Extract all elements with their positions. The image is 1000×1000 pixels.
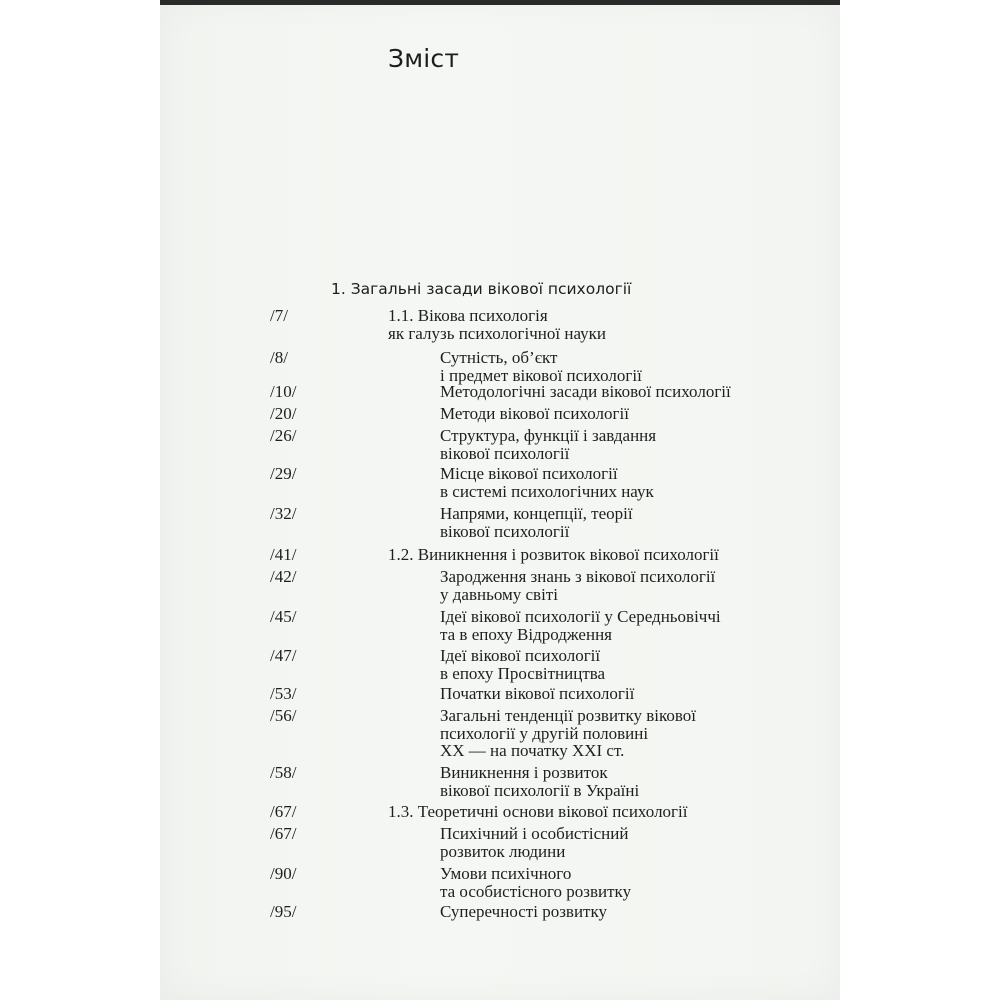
toc-entry-title-line: Суперечності розвитку xyxy=(440,902,607,921)
toc-page-number: /32/ xyxy=(270,504,297,523)
toc-entry-title-line: Ідеї вікової психології xyxy=(440,646,601,665)
toc-entry-title-line: Умови психічного xyxy=(440,864,572,883)
toc-page-number: /41/ xyxy=(270,545,297,564)
toc-entry-title-line: Місце вікової психології xyxy=(440,464,618,483)
toc-page-number: /29/ xyxy=(270,464,297,483)
toc-entry-title-line: Психічний і особистісний xyxy=(440,824,629,843)
toc-entry-title-line: психології у другій половині xyxy=(440,723,649,743)
toc-entry-title-line: Виникнення і розвиток xyxy=(440,763,608,782)
toc-entry-title-line: Ідеї вікової психології у Середньовіччі xyxy=(440,607,721,626)
toc-page-number: /8/ xyxy=(270,348,288,367)
toc-page-number: /10/ xyxy=(270,382,297,401)
toc-entry-title-line: вікової психології в Україні xyxy=(440,780,640,800)
toc-entry-title-line: і предмет вікової психології xyxy=(440,365,642,385)
toc-page-number: /42/ xyxy=(270,567,297,586)
toc-entry-title-line: вікової психології xyxy=(440,521,570,541)
contents-heading: Зміст xyxy=(388,44,460,73)
toc-entry-title-line: розвиток людини xyxy=(440,841,566,861)
toc-entry-title-line: вікової психології xyxy=(440,443,570,463)
toc-page-number: /95/ xyxy=(270,902,297,921)
toc-page-number: /90/ xyxy=(270,864,297,883)
toc-entry-title-line: Методологічні засади вікової психології xyxy=(440,382,731,401)
toc-entry-title-line: 1.2. Виникнення і розвиток вікової психології xyxy=(388,545,719,564)
toc-page-number: /56/ xyxy=(270,706,297,725)
toc-page-number: /67/ xyxy=(270,824,297,843)
toc-page-number: /7/ xyxy=(270,306,288,325)
toc-entry-title-line: та особистісного розвитку xyxy=(440,881,632,901)
toc-page-number: /67/ xyxy=(270,802,297,821)
toc-entry-title-line: в епоху Просвітництва xyxy=(440,663,606,683)
toc-page-number: /47/ xyxy=(270,646,297,665)
toc-entry-title-line: в системі психологічних наук xyxy=(440,481,654,501)
toc-page-number: /58/ xyxy=(270,763,297,782)
toc-entry-title-line: у давньому світі xyxy=(440,584,558,604)
part-title: 1. Загальні засади вікової психології xyxy=(331,280,632,298)
toc-entry-title-line: 1.3. Теоретичні основи вікової психології xyxy=(388,802,688,821)
toc-entry-title-line: та в епоху Відродження xyxy=(440,624,612,644)
toc-entry-title-line: Початки вікової психології xyxy=(440,684,635,703)
toc-entry-title-line: як галузь психологічної науки xyxy=(388,323,607,343)
toc-entry-title-line: ХХ — на початку ХХІ ст. xyxy=(440,741,625,760)
toc-page-number: /53/ xyxy=(270,684,297,703)
toc-entry-title-line: 1.1. Вікова психологія xyxy=(388,306,548,325)
toc-entry-title-line: Методи вікової психології xyxy=(440,404,629,423)
toc-entry-title-line: Сутність, об’єкт xyxy=(440,348,558,367)
toc-entry-title-line: Загальні тенденції розвитку вікової xyxy=(440,706,697,725)
toc-entry-title-line: Зародження знань з вікової психології xyxy=(440,567,716,586)
toc-entry-title-line: Структура, функції і завдання xyxy=(440,426,657,445)
toc-page-number: /26/ xyxy=(270,426,297,445)
toc-page-number: /45/ xyxy=(270,607,297,626)
toc-entry-title-line: Напрями, концепції, теорії xyxy=(440,504,633,523)
toc-page-number: /20/ xyxy=(270,404,297,423)
